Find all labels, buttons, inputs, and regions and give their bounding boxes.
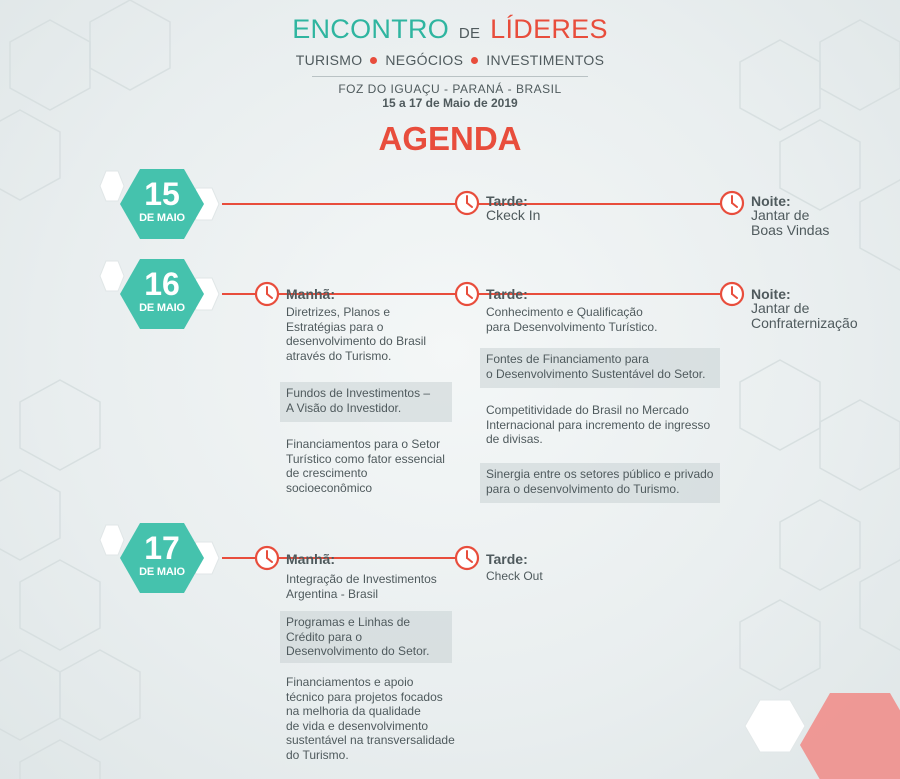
bullet-dot-icon	[370, 57, 377, 64]
manha-item-16-1: Diretrizes, Planos e Estratégias para o desenvolvimento do Brasil através do Turismo.	[286, 305, 427, 363]
tarde-item-16-2: Fontes de Financiamento para o Desenvolvimento Sustentável do Setor.	[480, 348, 720, 388]
tarde-item-16-3: Competitividade do Brasil no Mercado Internacional para incremento de ingresso de divisas.	[486, 403, 711, 446]
manha-label-17: Manhã:	[286, 551, 335, 567]
noite-label-15: Noite:	[751, 193, 791, 209]
manha-item-17-2: Programas e Linhas de Crédito para o Desenvolvimento do Setor.	[280, 611, 452, 663]
clock-icon	[454, 281, 480, 307]
event-dates: 15 a 17 de Maio de 2019	[382, 96, 518, 110]
tarde-label-17: Tarde:	[486, 551, 528, 567]
event-location: FOZ DO IGUAÇU - PARANÁ - BRASIL	[338, 82, 562, 96]
tarde-label-16: Tarde:	[486, 286, 528, 302]
tagline-negocios: NEGÓCIOS	[385, 52, 464, 68]
title-de: DE	[458, 25, 481, 42]
agenda-title: AGENDA	[378, 120, 522, 157]
clock-icon	[254, 545, 280, 571]
noite-label-16: Noite:	[751, 286, 791, 302]
day-number-16: 16	[144, 266, 180, 302]
event-tagline	[0, 52, 900, 68]
tagline-turismo: TURISMO	[295, 52, 363, 68]
clock-icon	[719, 190, 745, 216]
day-month-17: DE MAIO	[139, 566, 185, 578]
day-number-15: 15	[144, 176, 180, 212]
manha-item-17-1: Integração de Investimentos Argentina - Brasil	[286, 572, 437, 601]
noite-text-16: Jantar de Confraternização	[751, 300, 858, 331]
manha-item-16-2: Fundos de Investimentos – A Visão do Investidor.	[280, 382, 452, 422]
event-title	[0, 14, 900, 45]
clock-icon	[254, 281, 280, 307]
manha-label-16: Manhã:	[286, 286, 335, 302]
tarde-text-15: Ckeck In	[486, 207, 541, 223]
clock-icon	[454, 190, 480, 216]
tarde-item-16-4: Sinergia entre os setores público e privado para o desenvolvimento do Turismo.	[480, 463, 720, 503]
clock-icon	[719, 281, 745, 307]
bullet-dot-icon	[471, 57, 478, 64]
day-month-15: DE MAIO	[139, 212, 185, 224]
manha-item-16-3: Financiamentos para o Setor Turístico como fator essencial de crescimento socioeconômico	[286, 437, 445, 495]
tarde-label-15: Tarde:	[486, 193, 528, 209]
clock-icon	[454, 545, 480, 571]
day-number-17: 17	[144, 530, 180, 566]
tarde-item-16-1: Conhecimento e Qualificação para Desenvolvimento Turístico.	[486, 305, 658, 334]
title-lideres: LÍDERES	[490, 14, 608, 44]
title-encontro: ENCONTRO	[292, 14, 450, 44]
tarde-text-17: Check Out	[486, 569, 543, 583]
noite-text-15: Jantar de Boas Vindas	[751, 207, 830, 238]
header-divider	[312, 76, 588, 77]
day-month-16: DE MAIO	[139, 302, 185, 314]
tagline-investimentos: INVESTIMENTOS	[486, 52, 605, 68]
manha-item-17-3: Financiamentos e apoio técnico para projetos focados na melhoria da qualidade de vida e desenvolvimento sustentável na transversalidade do Turismo.	[286, 675, 455, 762]
